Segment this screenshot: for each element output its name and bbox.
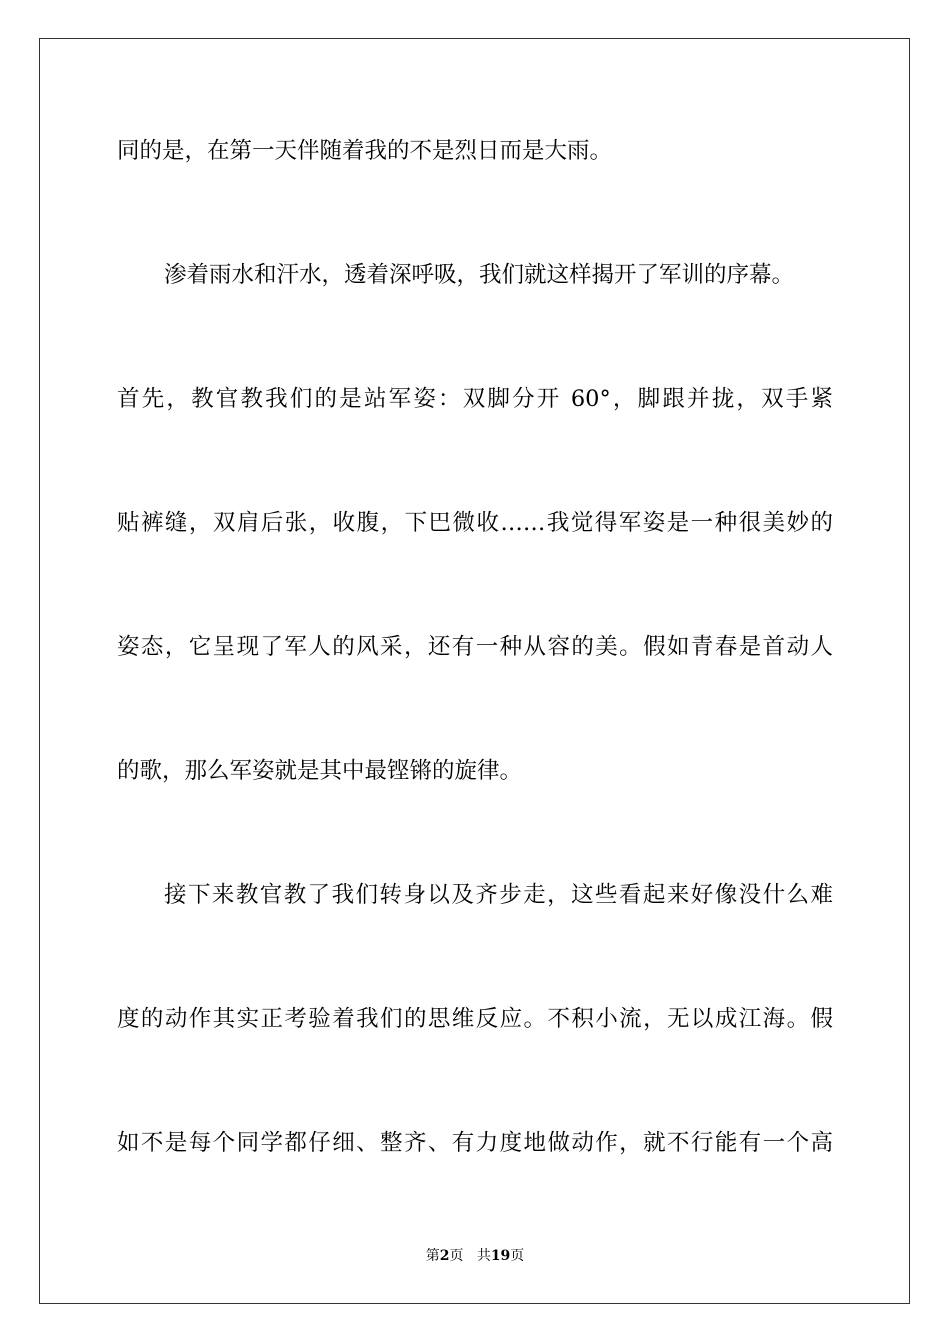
- text-line-9: 如不是每个同学都仔细、整齐、有力度地做动作，就不行能有一个高: [117, 1130, 833, 1156]
- text-line-4: 贴裤缝，双肩后张，收腹，下巴微收……我觉得军姿是一种很美妙的: [117, 510, 833, 536]
- footer-page-suffix: 页: [449, 1248, 464, 1264]
- page-border: [39, 38, 910, 1304]
- text-line-1: 同的是，在第一天伴随着我的不是烈日而是大雨。: [117, 138, 613, 164]
- footer-page-prefix: 第: [425, 1248, 440, 1264]
- text-line-6: 的歌，那么军姿就是其中最铿锵的旋律。: [117, 758, 523, 784]
- footer-total-pages: 19: [490, 1248, 511, 1264]
- footer-page-number: 2: [439, 1248, 450, 1264]
- text-line-5: 姿态，它呈现了军人的风采，还有一种从容的美。假如青春是首动人: [117, 634, 833, 660]
- text-line-8: 度的动作其实正考验着我们的思维反应。不积小流，无以成江海。假: [117, 1006, 833, 1032]
- footer-total-prefix: 共: [476, 1248, 491, 1264]
- text-line-2: 渗着雨水和汗水，透着深呼吸，我们就这样揭开了军训的序幕。: [164, 262, 795, 288]
- text-line-3: 首先，教官教我们的是站军姿：双脚分开 60°，脚跟并拢，双手紧: [117, 386, 833, 412]
- footer-total-suffix: 页: [510, 1248, 525, 1264]
- page-footer: [0, 1247, 950, 1265]
- text-line-7: 接下来教官教了我们转身以及齐步走，这些看起来好像没什么难: [164, 882, 833, 908]
